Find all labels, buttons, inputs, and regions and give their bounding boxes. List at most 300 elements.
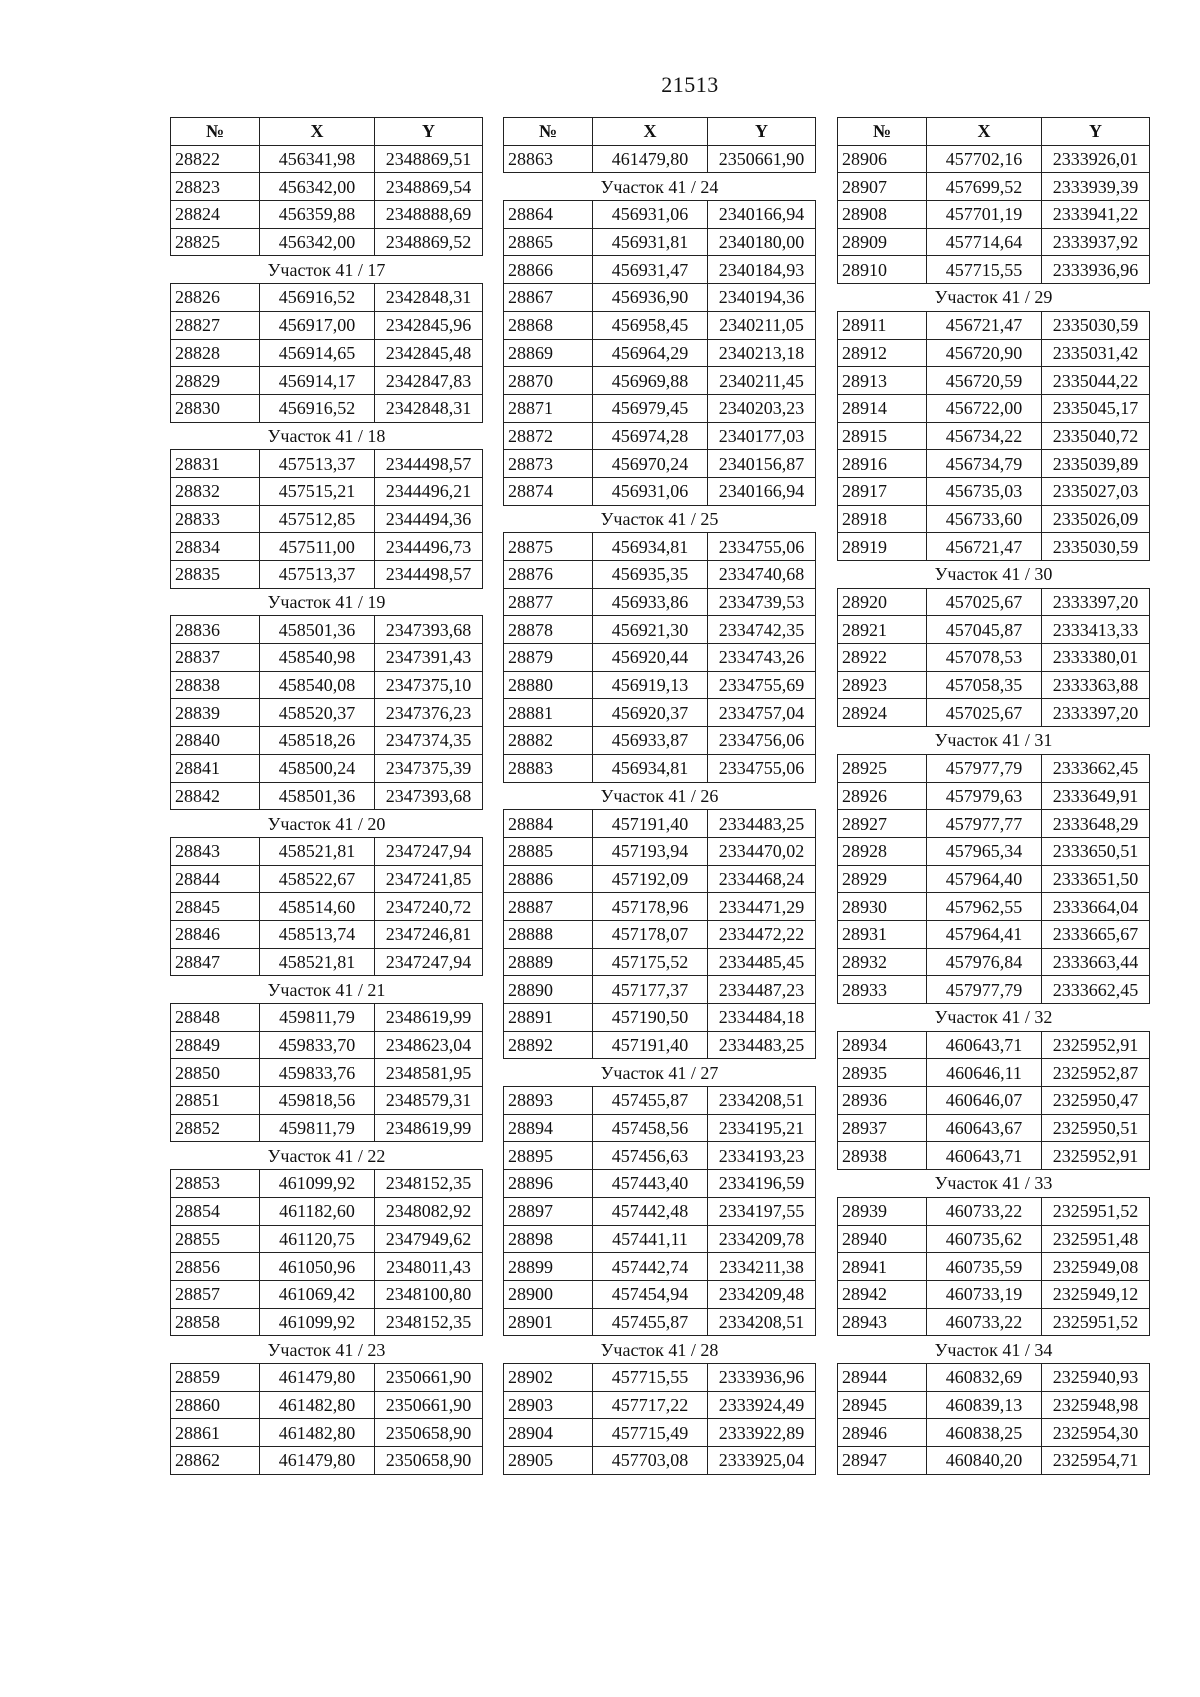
table-row [171, 1280, 483, 1308]
y-coordinate: 2350661,90 [375, 1363, 483, 1391]
y-coordinate: 2325950,47 [1042, 1087, 1150, 1115]
point-number: 28907 [838, 173, 927, 201]
x-coordinate: 456721,47 [927, 311, 1042, 339]
point-number: 28841 [171, 754, 260, 782]
x-coordinate: 461479,80 [593, 145, 708, 173]
table-row [171, 1447, 483, 1475]
point-number: 28876 [504, 561, 593, 589]
y-coordinate: 2340184,93 [708, 256, 816, 284]
section-label: Участок 41 / 34 [838, 1336, 1150, 1364]
table-row [171, 450, 483, 478]
x-coordinate: 457699,52 [927, 173, 1042, 201]
point-number: 28902 [504, 1363, 593, 1391]
header-number: № [838, 118, 927, 146]
y-coordinate: 2325948,98 [1042, 1391, 1150, 1419]
y-coordinate: 2334742,35 [708, 616, 816, 644]
point-number: 28879 [504, 644, 593, 672]
y-coordinate: 2335026,09 [1042, 505, 1150, 533]
table-row [504, 837, 816, 865]
point-number: 28822 [171, 145, 260, 173]
x-coordinate: 456720,90 [927, 339, 1042, 367]
section-label: Участок 41 / 22 [171, 1142, 483, 1170]
x-coordinate: 461099,92 [260, 1170, 375, 1198]
x-coordinate: 456933,86 [593, 588, 708, 616]
y-coordinate: 2325949,12 [1042, 1280, 1150, 1308]
x-coordinate: 456734,22 [927, 422, 1042, 450]
x-coordinate: 457058,35 [927, 671, 1042, 699]
table-row [171, 1114, 483, 1142]
coordinates-table-3 [837, 117, 1150, 1475]
y-coordinate: 2333651,50 [1042, 865, 1150, 893]
x-coordinate: 456970,24 [593, 450, 708, 478]
y-coordinate: 2348619,99 [375, 1004, 483, 1032]
x-coordinate: 461099,92 [260, 1308, 375, 1336]
y-coordinate: 2344496,21 [375, 477, 483, 505]
x-coordinate: 457442,74 [593, 1253, 708, 1281]
y-coordinate: 2348888,69 [375, 201, 483, 229]
point-number: 28850 [171, 1059, 260, 1087]
x-coordinate: 456935,35 [593, 561, 708, 589]
y-coordinate: 2334195,21 [708, 1114, 816, 1142]
point-number: 28870 [504, 367, 593, 395]
table-row [838, 976, 1150, 1004]
table-row [838, 699, 1150, 727]
header-y: Y [1042, 118, 1150, 146]
x-coordinate: 460643,71 [927, 1142, 1042, 1170]
x-coordinate: 456341,98 [260, 145, 375, 173]
point-number: 28880 [504, 671, 593, 699]
y-coordinate: 2334484,18 [708, 1004, 816, 1032]
x-coordinate: 456733,60 [927, 505, 1042, 533]
table-row [504, 1308, 816, 1336]
table-row [171, 145, 483, 173]
point-number: 28859 [171, 1363, 260, 1391]
y-coordinate: 2335030,59 [1042, 533, 1150, 561]
x-coordinate: 456934,81 [593, 754, 708, 782]
y-coordinate: 2333649,91 [1042, 782, 1150, 810]
table-row [171, 201, 483, 229]
table-row [838, 1087, 1150, 1115]
point-number: 28946 [838, 1419, 927, 1447]
y-coordinate: 2348869,54 [375, 173, 483, 201]
point-number: 28857 [171, 1280, 260, 1308]
x-coordinate: 457441,11 [593, 1225, 708, 1253]
table-row [838, 145, 1150, 173]
x-coordinate: 460733,22 [927, 1308, 1042, 1336]
table-row [504, 976, 816, 1004]
point-number: 28849 [171, 1031, 260, 1059]
point-number: 28882 [504, 727, 593, 755]
y-coordinate: 2325951,48 [1042, 1225, 1150, 1253]
table-row [838, 782, 1150, 810]
y-coordinate: 2347241,85 [375, 865, 483, 893]
table-row [838, 865, 1150, 893]
x-coordinate: 456931,06 [593, 477, 708, 505]
point-number: 28895 [504, 1142, 593, 1170]
y-coordinate: 2335031,42 [1042, 339, 1150, 367]
table-row [838, 256, 1150, 284]
table-row [504, 1114, 816, 1142]
y-coordinate: 2344494,36 [375, 505, 483, 533]
x-coordinate: 461479,80 [260, 1447, 375, 1475]
point-number: 28941 [838, 1253, 927, 1281]
x-coordinate: 457715,49 [593, 1419, 708, 1447]
point-number: 28852 [171, 1114, 260, 1142]
y-coordinate: 2325951,52 [1042, 1197, 1150, 1225]
point-number: 28937 [838, 1114, 927, 1142]
table-row [504, 145, 816, 173]
table-row [504, 561, 816, 589]
x-coordinate: 460643,71 [927, 1031, 1042, 1059]
y-coordinate: 2347240,72 [375, 893, 483, 921]
x-coordinate: 457078,53 [927, 644, 1042, 672]
point-number: 28936 [838, 1087, 927, 1115]
x-coordinate: 457193,94 [593, 837, 708, 865]
x-coordinate: 457701,19 [927, 201, 1042, 229]
table-row [838, 893, 1150, 921]
y-coordinate: 2348869,52 [375, 228, 483, 256]
point-number: 28906 [838, 145, 927, 173]
x-coordinate: 461069,42 [260, 1280, 375, 1308]
table-row [504, 1142, 816, 1170]
x-coordinate: 457964,40 [927, 865, 1042, 893]
y-coordinate: 2335044,22 [1042, 367, 1150, 395]
y-coordinate: 2333397,20 [1042, 699, 1150, 727]
y-coordinate: 2335045,17 [1042, 394, 1150, 422]
table-row [171, 699, 483, 727]
x-coordinate: 456933,87 [593, 727, 708, 755]
point-number: 28926 [838, 782, 927, 810]
table-row [838, 948, 1150, 976]
x-coordinate: 456919,13 [593, 671, 708, 699]
table-row [171, 837, 483, 865]
table-row [171, 865, 483, 893]
table-row [171, 1253, 483, 1281]
table-row [171, 1419, 483, 1447]
table-row [171, 754, 483, 782]
header-x: X [927, 118, 1042, 146]
table-row [504, 201, 816, 229]
y-coordinate: 2340211,05 [708, 311, 816, 339]
y-coordinate: 2333648,29 [1042, 810, 1150, 838]
y-coordinate: 2348869,51 [375, 145, 483, 173]
table-row [838, 1280, 1150, 1308]
point-number: 28842 [171, 782, 260, 810]
x-coordinate: 457703,08 [593, 1447, 708, 1475]
point-number: 28830 [171, 394, 260, 422]
table-row [838, 1142, 1150, 1170]
table-row [504, 948, 816, 976]
y-coordinate: 2347376,23 [375, 699, 483, 727]
point-number: 28918 [838, 505, 927, 533]
point-number: 28919 [838, 533, 927, 561]
table-row [504, 1363, 816, 1391]
x-coordinate: 458518,26 [260, 727, 375, 755]
table-row [504, 1419, 816, 1447]
x-coordinate: 456722,00 [927, 394, 1042, 422]
point-number: 28824 [171, 201, 260, 229]
point-number: 28851 [171, 1087, 260, 1115]
table-row [504, 699, 816, 727]
x-coordinate: 459833,70 [260, 1031, 375, 1059]
section-row [171, 976, 483, 1004]
point-number: 28945 [838, 1391, 927, 1419]
table-row [504, 671, 816, 699]
point-number: 28908 [838, 201, 927, 229]
y-coordinate: 2334755,06 [708, 754, 816, 782]
section-label: Участок 41 / 17 [171, 256, 483, 284]
x-coordinate: 457977,79 [927, 754, 1042, 782]
y-coordinate: 2340177,03 [708, 422, 816, 450]
point-number: 28874 [504, 477, 593, 505]
x-coordinate: 456734,79 [927, 450, 1042, 478]
table-row [838, 588, 1150, 616]
coordinates-table-2 [503, 117, 816, 1475]
y-coordinate: 2347391,43 [375, 644, 483, 672]
point-number: 28931 [838, 920, 927, 948]
table-row [504, 477, 816, 505]
y-coordinate: 2340180,00 [708, 228, 816, 256]
y-coordinate: 2333941,22 [1042, 201, 1150, 229]
x-coordinate: 457977,79 [927, 976, 1042, 1004]
y-coordinate: 2325952,91 [1042, 1031, 1150, 1059]
section-label: Участок 41 / 19 [171, 588, 483, 616]
x-coordinate: 457025,67 [927, 588, 1042, 616]
point-number: 28889 [504, 948, 593, 976]
y-coordinate: 2325950,51 [1042, 1114, 1150, 1142]
y-coordinate: 2340213,18 [708, 339, 816, 367]
point-number: 28835 [171, 561, 260, 589]
point-number: 28836 [171, 616, 260, 644]
table-row [171, 616, 483, 644]
y-coordinate: 2340203,23 [708, 394, 816, 422]
point-number: 28891 [504, 1004, 593, 1032]
table-header-row [504, 118, 816, 146]
table-row [504, 367, 816, 395]
table-row [171, 561, 483, 589]
point-number: 28893 [504, 1087, 593, 1115]
table-row [504, 1280, 816, 1308]
x-coordinate: 456359,88 [260, 201, 375, 229]
point-number: 28871 [504, 394, 593, 422]
point-number: 28828 [171, 339, 260, 367]
point-number: 28860 [171, 1391, 260, 1419]
y-coordinate: 2347375,39 [375, 754, 483, 782]
table-row [504, 228, 816, 256]
y-coordinate: 2334483,25 [708, 1031, 816, 1059]
x-coordinate: 457455,87 [593, 1308, 708, 1336]
y-coordinate: 2347375,10 [375, 671, 483, 699]
x-coordinate: 457458,56 [593, 1114, 708, 1142]
point-number: 28843 [171, 837, 260, 865]
table-row [171, 311, 483, 339]
section-label: Участок 41 / 31 [838, 727, 1150, 755]
x-coordinate: 456934,81 [593, 533, 708, 561]
table-row [504, 1170, 816, 1198]
section-label: Участок 41 / 27 [504, 1059, 816, 1087]
x-coordinate: 458521,81 [260, 948, 375, 976]
table-row [504, 616, 816, 644]
point-number: 28847 [171, 948, 260, 976]
x-coordinate: 457191,40 [593, 810, 708, 838]
table-row [504, 311, 816, 339]
table-row [171, 1225, 483, 1253]
y-coordinate: 2347247,94 [375, 948, 483, 976]
y-coordinate: 2347247,94 [375, 837, 483, 865]
y-coordinate: 2333413,33 [1042, 616, 1150, 644]
section-row [504, 173, 816, 201]
table-row [504, 339, 816, 367]
y-coordinate: 2335027,03 [1042, 477, 1150, 505]
point-number: 28912 [838, 339, 927, 367]
x-coordinate: 457512,85 [260, 505, 375, 533]
y-coordinate: 2333937,92 [1042, 228, 1150, 256]
x-coordinate: 460838,25 [927, 1419, 1042, 1447]
y-coordinate: 2348581,95 [375, 1059, 483, 1087]
y-coordinate: 2325940,93 [1042, 1363, 1150, 1391]
y-coordinate: 2347393,68 [375, 782, 483, 810]
y-coordinate: 2340211,45 [708, 367, 816, 395]
x-coordinate: 457456,63 [593, 1142, 708, 1170]
point-number: 28925 [838, 754, 927, 782]
x-coordinate: 456342,00 [260, 228, 375, 256]
table-row [838, 671, 1150, 699]
header-x: X [593, 118, 708, 146]
point-number: 28927 [838, 810, 927, 838]
y-coordinate: 2334209,48 [708, 1280, 816, 1308]
table-row [504, 533, 816, 561]
point-number: 28869 [504, 339, 593, 367]
point-number: 28848 [171, 1004, 260, 1032]
table-row [504, 810, 816, 838]
section-label: Участок 41 / 28 [504, 1336, 816, 1364]
y-coordinate: 2334470,02 [708, 837, 816, 865]
x-coordinate: 459811,79 [260, 1114, 375, 1142]
point-number: 28867 [504, 284, 593, 312]
point-number: 28834 [171, 533, 260, 561]
table-row [171, 339, 483, 367]
table-row [504, 394, 816, 422]
x-coordinate: 460646,11 [927, 1059, 1042, 1087]
x-coordinate: 460646,07 [927, 1087, 1042, 1115]
section-label: Участок 41 / 24 [504, 173, 816, 201]
header-number: № [504, 118, 593, 146]
point-number: 28929 [838, 865, 927, 893]
table-row [504, 1391, 816, 1419]
y-coordinate: 2325949,08 [1042, 1253, 1150, 1281]
point-number: 28886 [504, 865, 593, 893]
section-label: Участок 41 / 21 [171, 976, 483, 1004]
header-y: Y [375, 118, 483, 146]
table-row [171, 533, 483, 561]
table-row [838, 1308, 1150, 1336]
x-coordinate: 461482,80 [260, 1419, 375, 1447]
table-row [838, 477, 1150, 505]
y-coordinate: 2348082,92 [375, 1197, 483, 1225]
y-coordinate: 2334197,55 [708, 1197, 816, 1225]
point-number: 28909 [838, 228, 927, 256]
table-row [838, 1419, 1150, 1447]
section-label: Участок 41 / 18 [171, 422, 483, 450]
table-row [838, 1114, 1150, 1142]
y-coordinate: 2334755,69 [708, 671, 816, 699]
x-coordinate: 458520,37 [260, 699, 375, 727]
point-number: 28903 [504, 1391, 593, 1419]
x-coordinate: 457442,48 [593, 1197, 708, 1225]
point-number: 28877 [504, 588, 593, 616]
table-row [171, 644, 483, 672]
y-coordinate: 2348619,99 [375, 1114, 483, 1142]
x-coordinate: 460840,20 [927, 1447, 1042, 1475]
table-row [504, 422, 816, 450]
x-coordinate: 460735,59 [927, 1253, 1042, 1281]
point-number: 28928 [838, 837, 927, 865]
table-row [838, 228, 1150, 256]
x-coordinate: 456931,47 [593, 256, 708, 284]
section-label: Участок 41 / 33 [838, 1170, 1150, 1198]
x-coordinate: 460733,19 [927, 1280, 1042, 1308]
x-coordinate: 456720,59 [927, 367, 1042, 395]
y-coordinate: 2334739,53 [708, 588, 816, 616]
table-row [838, 1253, 1150, 1281]
table-row [838, 616, 1150, 644]
x-coordinate: 459818,56 [260, 1087, 375, 1115]
x-coordinate: 457714,64 [927, 228, 1042, 256]
section-label: Участок 41 / 23 [171, 1336, 483, 1364]
y-coordinate: 2348579,31 [375, 1087, 483, 1115]
table-row [504, 865, 816, 893]
x-coordinate: 459833,76 [260, 1059, 375, 1087]
x-coordinate: 458521,81 [260, 837, 375, 865]
point-number: 28873 [504, 450, 593, 478]
x-coordinate: 456735,03 [927, 477, 1042, 505]
point-number: 28858 [171, 1308, 260, 1336]
y-coordinate: 2334472,22 [708, 920, 816, 948]
point-number: 28826 [171, 284, 260, 312]
table-row [504, 644, 816, 672]
section-row [504, 1336, 816, 1364]
point-number: 28845 [171, 893, 260, 921]
x-coordinate: 458500,24 [260, 754, 375, 782]
point-number: 28942 [838, 1280, 927, 1308]
x-coordinate: 458501,36 [260, 782, 375, 810]
x-coordinate: 457513,37 [260, 561, 375, 589]
point-number: 28904 [504, 1419, 593, 1447]
table-body [838, 145, 1150, 1474]
section-row [171, 1336, 483, 1364]
x-coordinate: 457177,37 [593, 976, 708, 1004]
table-row [504, 1253, 816, 1281]
table-row [838, 311, 1150, 339]
table-row [838, 1225, 1150, 1253]
point-number: 28837 [171, 644, 260, 672]
section-row [838, 1336, 1150, 1364]
y-coordinate: 2347374,35 [375, 727, 483, 755]
x-coordinate: 456974,28 [593, 422, 708, 450]
x-coordinate: 457443,40 [593, 1170, 708, 1198]
point-number: 28935 [838, 1059, 927, 1087]
point-number: 28839 [171, 699, 260, 727]
y-coordinate: 2334740,68 [708, 561, 816, 589]
y-coordinate: 2342845,96 [375, 311, 483, 339]
y-coordinate: 2334743,26 [708, 644, 816, 672]
table-row [838, 1447, 1150, 1475]
point-number: 28914 [838, 394, 927, 422]
section-row [838, 1170, 1150, 1198]
page-number: 21513 [661, 72, 719, 97]
table-row [171, 394, 483, 422]
point-number: 28930 [838, 893, 927, 921]
